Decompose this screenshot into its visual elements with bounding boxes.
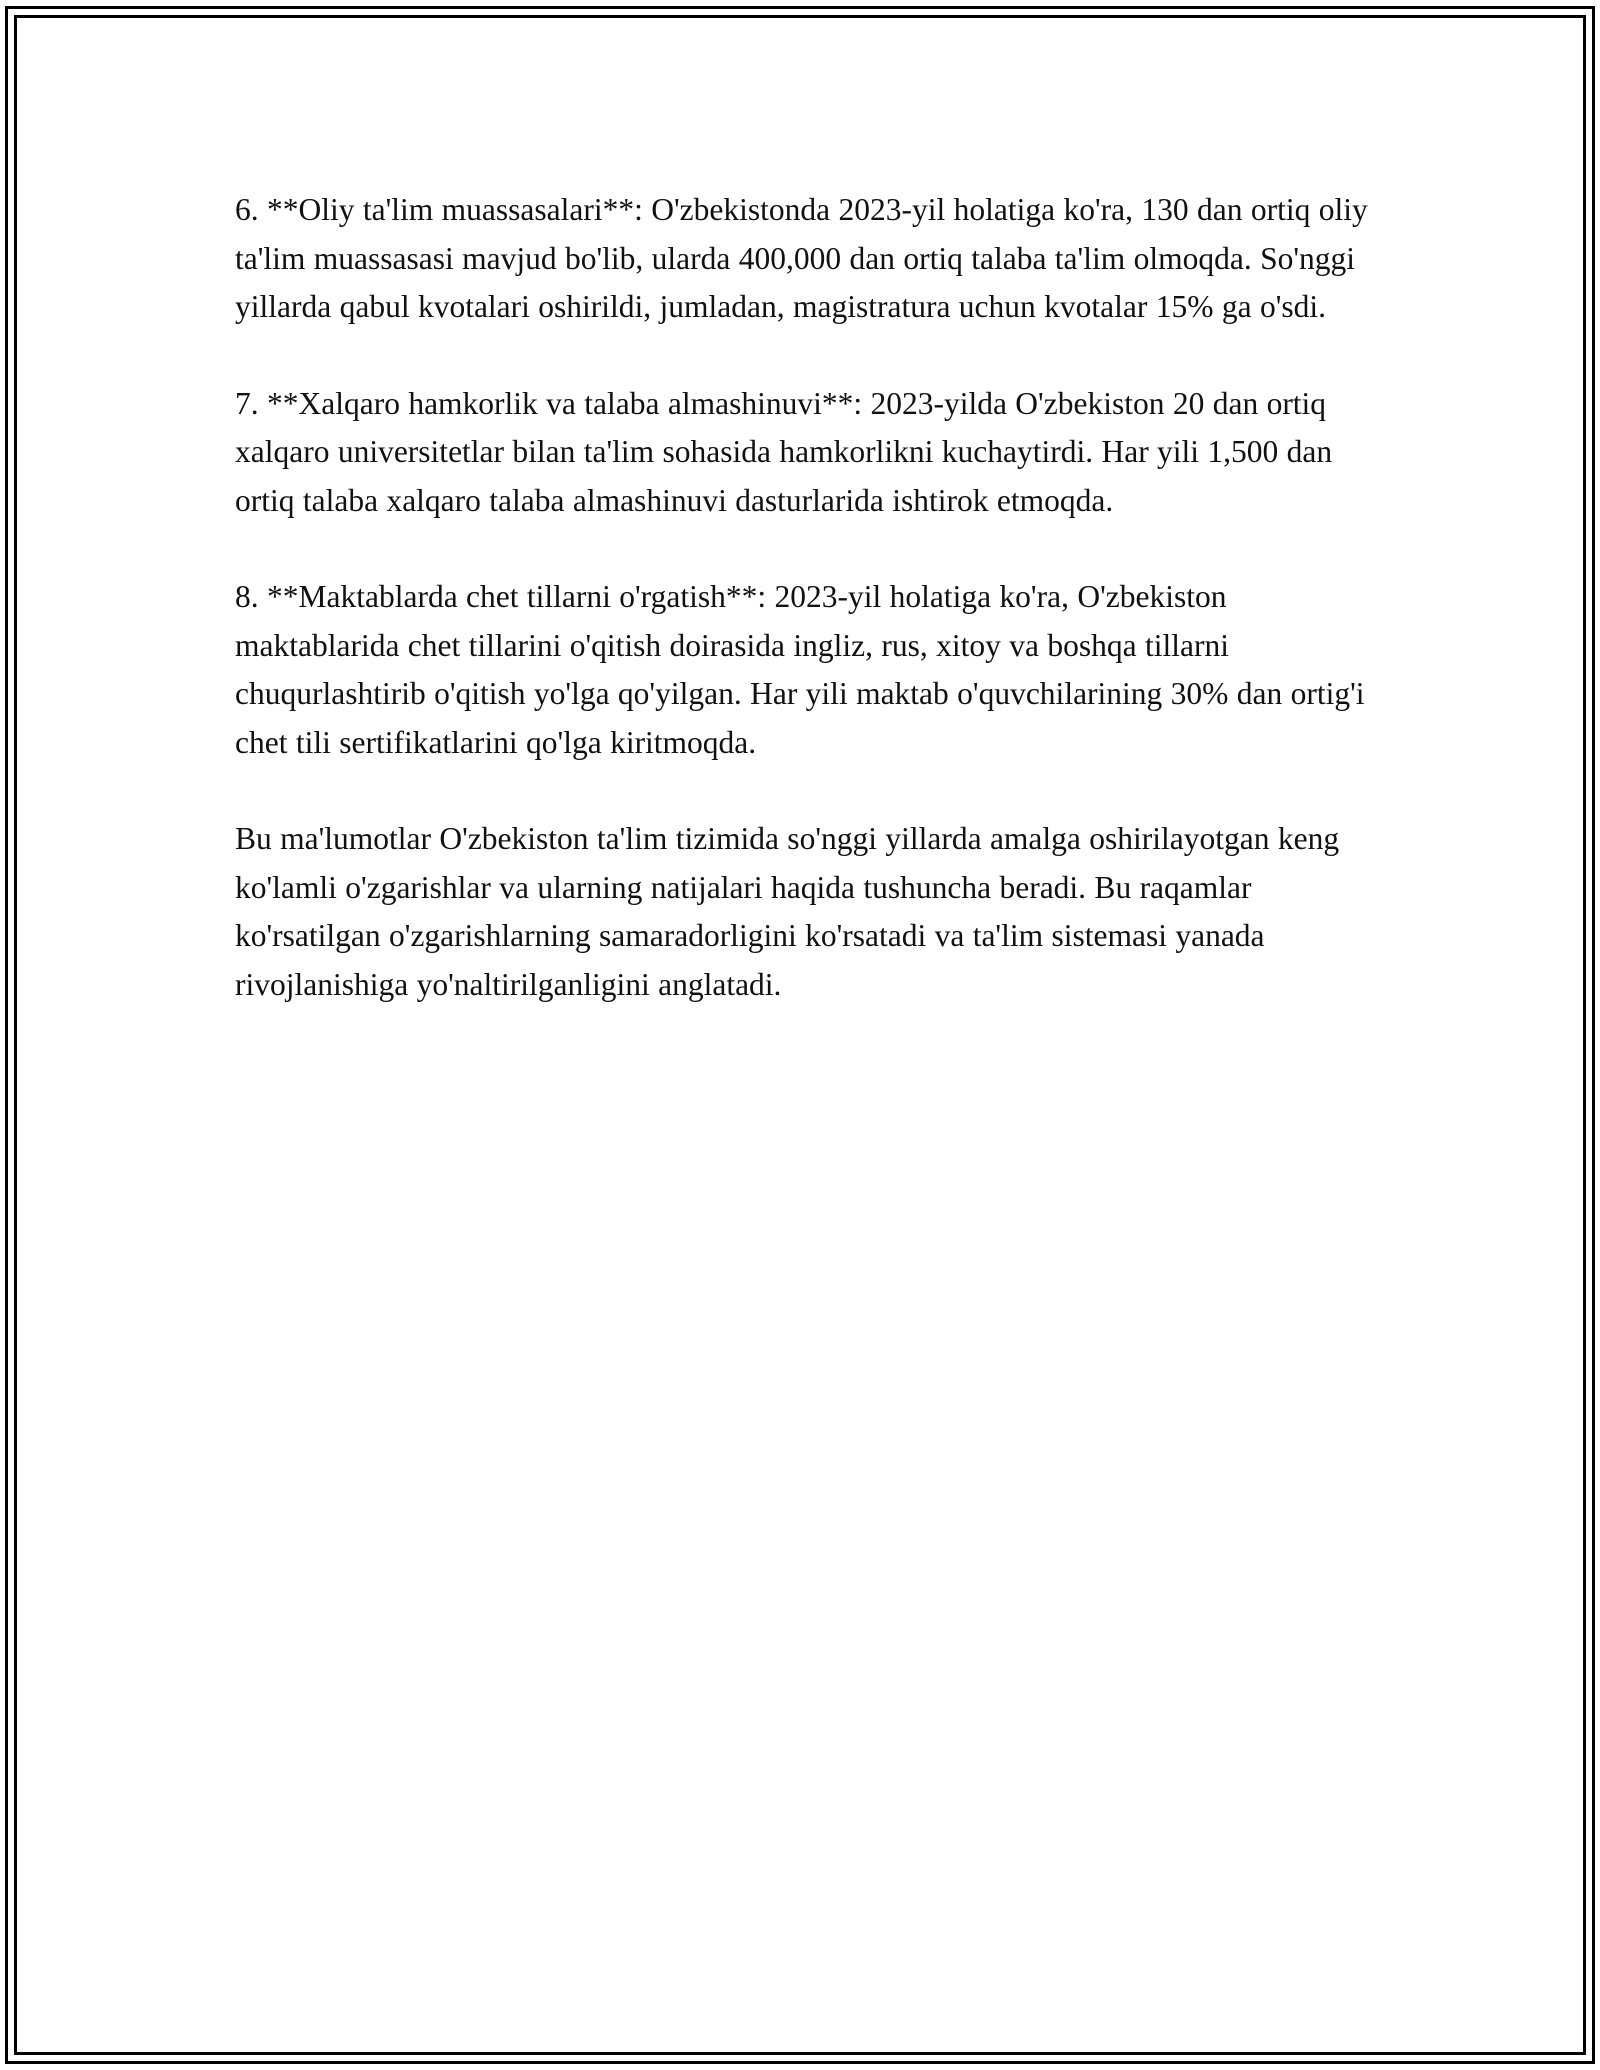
paragraph-foreign-languages: 8. **Maktablarda chet tillarni o'rgatish**: 2023-yil holatiga ko'ra, O'zbekiston maktablarida chet tillarini o'qitish doirasida ingliz, rus, xitoy va boshqa tillarni chuqurlashtirib o'qitish yo'lga qo'yilgan. Har yili maktab o'quvchilarining 30% dan ortig'i chet tili sertifikatlarini qo'lga kiritmoqda. [235, 579, 1365, 760]
paragraph-conclusion: Bu ma'lumotlar O'zbekiston ta'lim tizimida so'nggi yillarda amalga oshirilayotgan keng ko'lamli o'zgarishlar va ularning natijalari haqida tushuncha beradi. Bu raqamlar ko'rsatilgan o'zgarishlarning samaradorligini ko'rsatadi va ta'lim sistemasi yanada rivojlanishiga yo'naltirilganligini anglatadi. [235, 821, 1340, 1002]
paragraph-higher-education: 6. **Oliy ta'lim muassasalari**: O'zbekistonda 2023-yil holatiga ko'ra, 130 dan ortiq oliy ta'lim muassasasi mavjud bo'lib, ularda 400,000 dan ortiq talaba ta'lim olmoqda. So'nggi yillarda qabul kvotalari oshirildi, jumladan, magistratura uchun kvotalar 15% ga o'sdi. [235, 192, 1368, 324]
document-body [235, 186, 1370, 1057]
paragraph-international-cooperation: 7. **Xalqaro hamkorlik va talaba almashinuvi**: 2023-yilda O'zbekiston 20 dan ortiq xalqaro universitetlar bilan ta'lim sohasida hamkorlikni kuchaytirdi. Har yili 1,500 dan ortiq talaba xalqaro talaba almashinuvi dasturlarida ishtirok etmoqda. [235, 385, 1333, 518]
